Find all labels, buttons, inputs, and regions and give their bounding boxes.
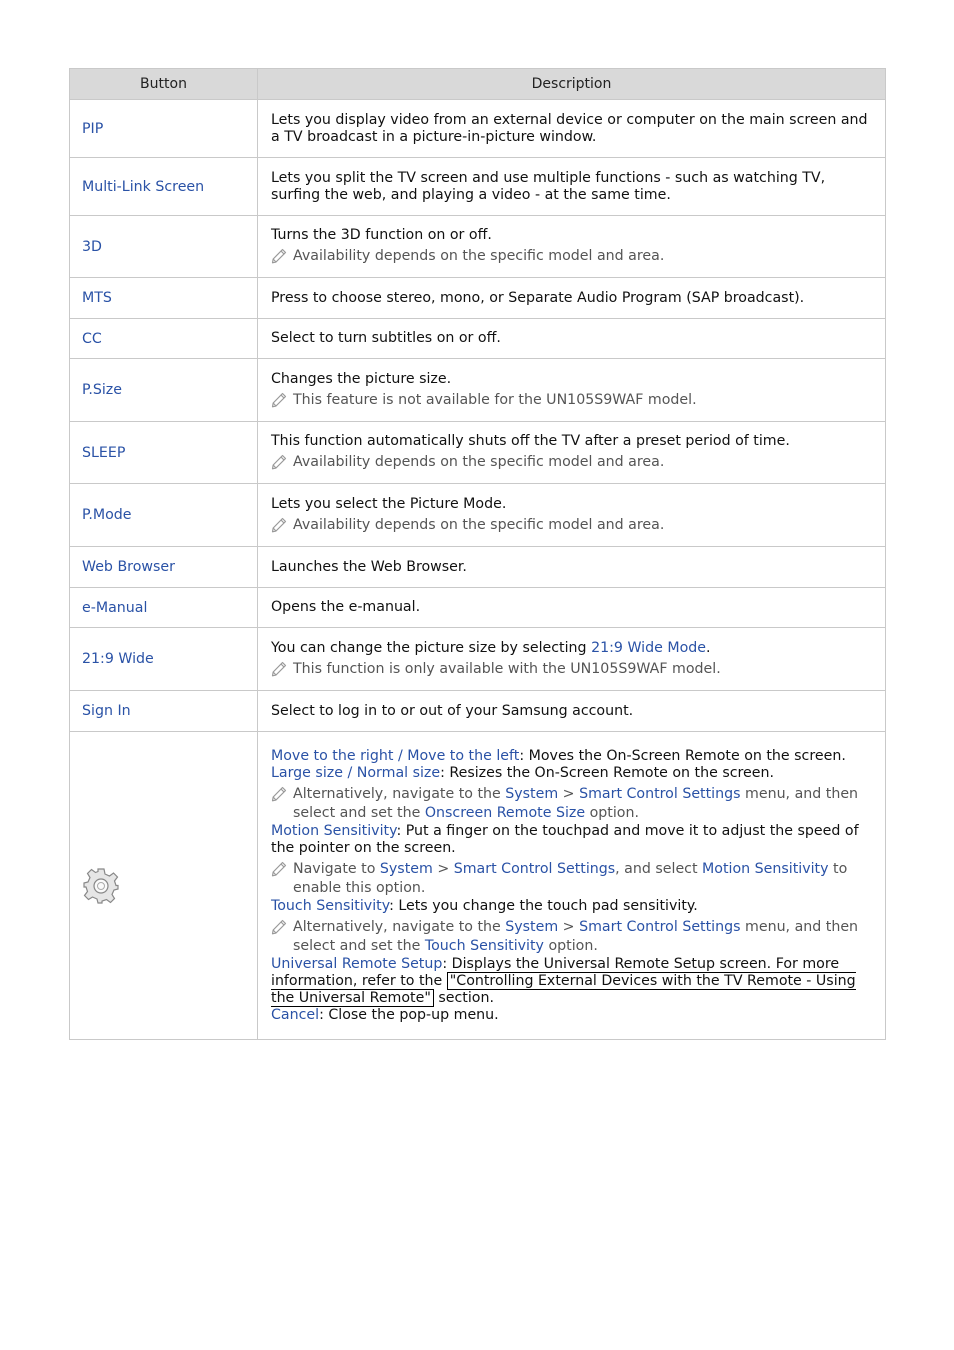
- button-sign-in: Sign In: [70, 691, 258, 732]
- button-pip: PIP: [70, 100, 258, 158]
- note-text: Availability depends on the specific model and area.: [293, 248, 665, 264]
- note: [271, 918, 873, 956]
- motion-sensitivity-option: Motion Sensitivity: [702, 860, 829, 877]
- button-multi-link-screen: Multi-Link Screen: [70, 158, 258, 216]
- chevron-right-icon: >: [432, 860, 454, 877]
- text: Navigate to: [293, 860, 380, 877]
- system-menu: System: [505, 785, 559, 802]
- text: : Resizes the On-Screen Remote on the screen.: [440, 764, 775, 781]
- pencil-note-icon: [271, 786, 287, 802]
- note-text: This feature is not available for the UN105S9WAF model.: [293, 391, 697, 408]
- cancel-option: Cancel: [271, 1006, 320, 1023]
- table-header-row: [70, 69, 886, 100]
- move-left-option: Move to the left: [407, 747, 520, 764]
- separator: /: [342, 764, 357, 781]
- pencil-note-icon: [271, 661, 287, 677]
- table-row: [70, 319, 886, 359]
- table-row: [70, 359, 886, 422]
- text: : Displays the Universal Remote Setup screen. For more information, refer to the: [271, 955, 840, 989]
- motion-line: [271, 823, 873, 857]
- description-web-browser: Launches the Web Browser.: [258, 547, 886, 588]
- button-cc: CC: [70, 319, 258, 359]
- table-row: [70, 278, 886, 319]
- header-button: Button: [70, 69, 258, 100]
- text: .: [706, 639, 711, 656]
- text: : Put a finger on the touchpad and move it to adjust the speed of the pointer on the screen.: [271, 822, 859, 856]
- button-21-9-wide: 21:9 Wide: [70, 628, 258, 691]
- pencil-note-icon: [271, 454, 287, 470]
- description-p-size: [258, 359, 886, 422]
- note: [271, 247, 873, 266]
- table-row: [70, 588, 886, 628]
- description-sleep: [258, 422, 886, 484]
- description-text: [271, 640, 873, 657]
- table-row: [70, 158, 886, 216]
- description-cc: Select to turn subtitles on or off.: [258, 319, 886, 359]
- smart-control-settings-menu: Smart Control Settings: [453, 860, 616, 877]
- button-settings: [70, 732, 258, 1040]
- button-web-browser: Web Browser: [70, 547, 258, 588]
- text: : Lets you change the touch pad sensitivity.: [389, 897, 698, 914]
- description-text: Lets you select the Picture Mode.: [271, 495, 507, 512]
- button-mts: MTS: [70, 278, 258, 319]
- system-menu: System: [379, 860, 433, 877]
- description-settings: [258, 732, 886, 1040]
- system-menu: System: [505, 918, 559, 935]
- table-row: [70, 216, 886, 278]
- cancel-line: [271, 1007, 873, 1024]
- table-row: [70, 732, 886, 1040]
- move-line: [271, 748, 873, 765]
- note: [271, 660, 873, 679]
- note-text: Availability depends on the specific model and area.: [293, 516, 665, 533]
- text: option.: [543, 937, 598, 954]
- onscreen-remote-size-option: Onscreen Remote Size: [424, 804, 586, 821]
- pencil-note-icon: [271, 392, 287, 408]
- note-text: This function is only available with the UN105S9WAF model.: [293, 660, 721, 677]
- pencil-note-icon: [271, 248, 287, 264]
- button-sleep: SLEEP: [70, 422, 258, 484]
- universal-remote-section-link[interactable]: "Controlling External Devices with the TV Remote - Using the Universal Remote": [271, 972, 856, 1006]
- smart-control-settings-menu: Smart Control Settings: [579, 918, 741, 935]
- pencil-note-icon: [271, 919, 287, 935]
- table-row: [70, 628, 886, 691]
- smart-control-settings-menu: Smart Control Settings: [579, 785, 741, 802]
- gear-icon: [82, 867, 120, 905]
- description-text: This function automatically shuts off the TV after a preset period of time.: [271, 433, 790, 449]
- large-size-option: Large size: [271, 764, 343, 781]
- touch-line: [271, 898, 873, 915]
- description-pip: Lets you display video from an external device or computer on the main screen and a TV broadcast in a picture-in-picture window.: [258, 100, 886, 158]
- description-e-manual: Opens the e-manual.: [258, 588, 886, 628]
- text: , and select: [615, 860, 703, 877]
- pencil-note-icon: [271, 517, 287, 533]
- description-text: Changes the picture size.: [271, 370, 452, 387]
- chevron-right-icon: >: [558, 918, 580, 935]
- description-21-9-wide: [258, 628, 886, 691]
- text: option.: [585, 804, 639, 821]
- motion-sensitivity-option: Motion Sensitivity: [271, 822, 397, 839]
- button-p-size: P.Size: [70, 359, 258, 422]
- touch-sensitivity-option: Touch Sensitivity: [424, 937, 544, 954]
- pencil-note-icon: [271, 861, 287, 877]
- size-line: [271, 765, 873, 782]
- move-right-option: Move to the right: [271, 747, 394, 764]
- text: Alternatively, navigate to the: [293, 785, 506, 802]
- table-row: [70, 484, 886, 547]
- text: to enable this option.: [293, 860, 848, 896]
- table-row: [70, 422, 886, 484]
- description-multi-link-screen: Lets you split the TV screen and use multiple functions - such as watching TV, surfing the web, and playing a video - at the same time.: [258, 158, 886, 216]
- description-mts: Press to choose stereo, mono, or Separate Audio Program (SAP broadcast).: [258, 278, 886, 319]
- note: [271, 453, 873, 472]
- text: : Moves the On-Screen Remote on the screen.: [519, 747, 846, 764]
- touch-sensitivity-option: Touch Sensitivity: [271, 897, 390, 914]
- table-row: [70, 691, 886, 732]
- text: menu, and then select and set the: [293, 785, 859, 821]
- note: [271, 785, 873, 823]
- description-3d: [258, 216, 886, 278]
- table-row: [70, 547, 886, 588]
- chevron-right-icon: >: [558, 785, 580, 802]
- normal-size-option: Normal size: [356, 764, 441, 781]
- description-text: Turns the 3D function on or off.: [271, 227, 492, 243]
- button-3d: 3D: [70, 216, 258, 278]
- separator: /: [393, 747, 408, 764]
- universal-line: [271, 956, 873, 1007]
- remote-buttons-table: [69, 68, 886, 1040]
- header-description: Description: [258, 69, 886, 100]
- note: [271, 860, 873, 898]
- text: section.: [433, 989, 494, 1006]
- text: : Close the pop-up menu.: [319, 1006, 499, 1023]
- wide-mode-link: 21:9 Wide Mode: [591, 639, 707, 656]
- text: You can change the picture size by selecting: [271, 639, 592, 656]
- note: [271, 516, 873, 535]
- description-p-mode: [258, 484, 886, 547]
- note-text: Availability depends on the specific model and area.: [293, 454, 665, 470]
- button-e-manual: e-Manual: [70, 588, 258, 628]
- button-p-mode: P.Mode: [70, 484, 258, 547]
- note: [271, 391, 873, 410]
- description-sign-in: Select to log in to or out of your Samsung account.: [258, 691, 886, 732]
- universal-remote-setup-option: Universal Remote Setup: [271, 955, 443, 972]
- text: menu, and then select and set the: [293, 918, 859, 954]
- text: Alternatively, navigate to the: [293, 918, 506, 935]
- table-row: [70, 100, 886, 158]
